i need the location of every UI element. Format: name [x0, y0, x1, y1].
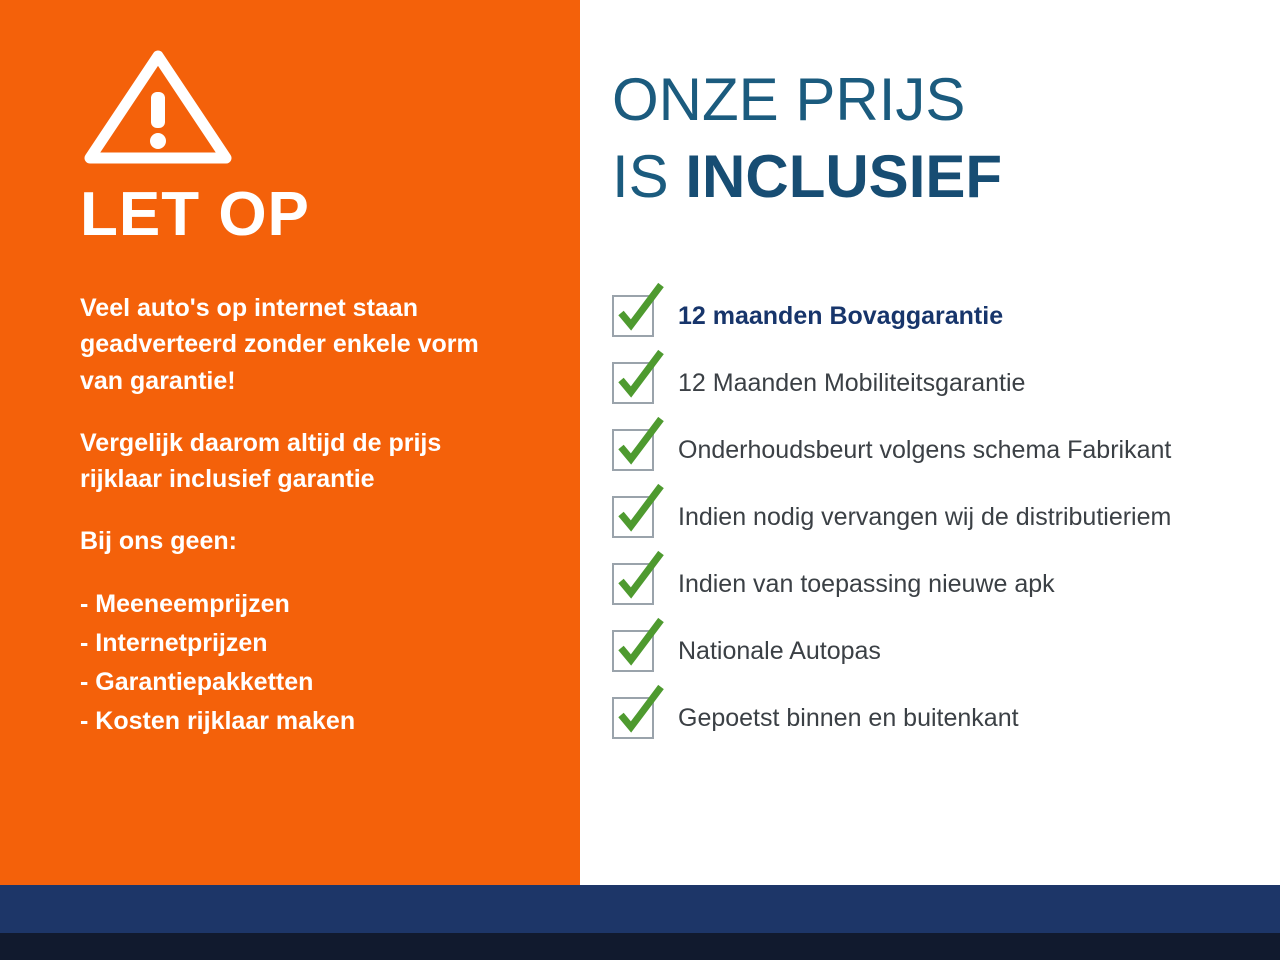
- green-checkmark-icon: [612, 362, 654, 404]
- warning-paragraph-3: Bij ons geen:: [80, 527, 237, 556]
- warning-paragraph-2: Vergelijk daarom altijd de prijs rijklaar inclusief garantie: [80, 428, 442, 493]
- headline-line-1: ONZE PRIJS: [612, 66, 966, 133]
- green-checkmark-icon: [612, 295, 654, 337]
- footer-bar-primary: [0, 885, 1280, 933]
- list-item-label: 12 maanden Bovaggarantie: [678, 301, 1004, 330]
- list-item-label: Indien nodig vervangen wij de distributieriem: [678, 502, 1172, 531]
- headline-line-2: [612, 139, 1250, 216]
- warning-text-block: [80, 290, 520, 740]
- green-checkmark-icon: [612, 563, 654, 605]
- headline-line-2-prefix: IS: [612, 142, 686, 210]
- footer-bar-secondary: [0, 933, 1280, 960]
- list-item: [612, 424, 1250, 476]
- list-item: [612, 625, 1250, 677]
- list-item: [612, 692, 1250, 744]
- list-item-label: 12 Maanden Mobiliteitsgarantie: [678, 368, 1026, 397]
- green-checkmark-icon: [612, 697, 654, 739]
- headline-line-2-strong: INCLUSIEF: [685, 142, 1003, 210]
- list-item-label: Indien van toepassing nieuwe apk: [678, 569, 1055, 598]
- list-item: [612, 558, 1250, 610]
- list-item-label: Nationale Autopas: [678, 636, 881, 665]
- warning-paragraph-1: Veel auto's op internet staan geadverteerd zonder enkele vorm van garantie!: [80, 294, 479, 395]
- list-item: - Kosten rijklaar maken: [80, 707, 356, 736]
- headline: [612, 62, 1250, 216]
- page-title: LET OP: [80, 180, 310, 249]
- list-item: - Garantiepakketten: [80, 668, 314, 696]
- inclusive-panel: [580, 0, 1280, 885]
- list-item: [612, 491, 1250, 543]
- inclusions-list: [612, 290, 1250, 744]
- list-item: - Internetprijzen: [80, 628, 268, 657]
- exclusion-list: [80, 586, 520, 740]
- green-checkmark-icon: [612, 630, 654, 672]
- warning-panel: [0, 0, 580, 885]
- list-item: [612, 357, 1250, 409]
- warning-triangle-exclamation-icon: [80, 46, 520, 166]
- green-checkmark-icon: [612, 496, 654, 538]
- list-item: [612, 290, 1250, 342]
- list-item-label: Onderhoudsbeurt volgens schema Fabrikant: [678, 435, 1172, 464]
- list-item-label: Gepoetst binnen en buitenkant: [678, 703, 1019, 732]
- green-checkmark-icon: [612, 429, 654, 471]
- list-item: - Meeneemprijzen: [80, 589, 290, 618]
